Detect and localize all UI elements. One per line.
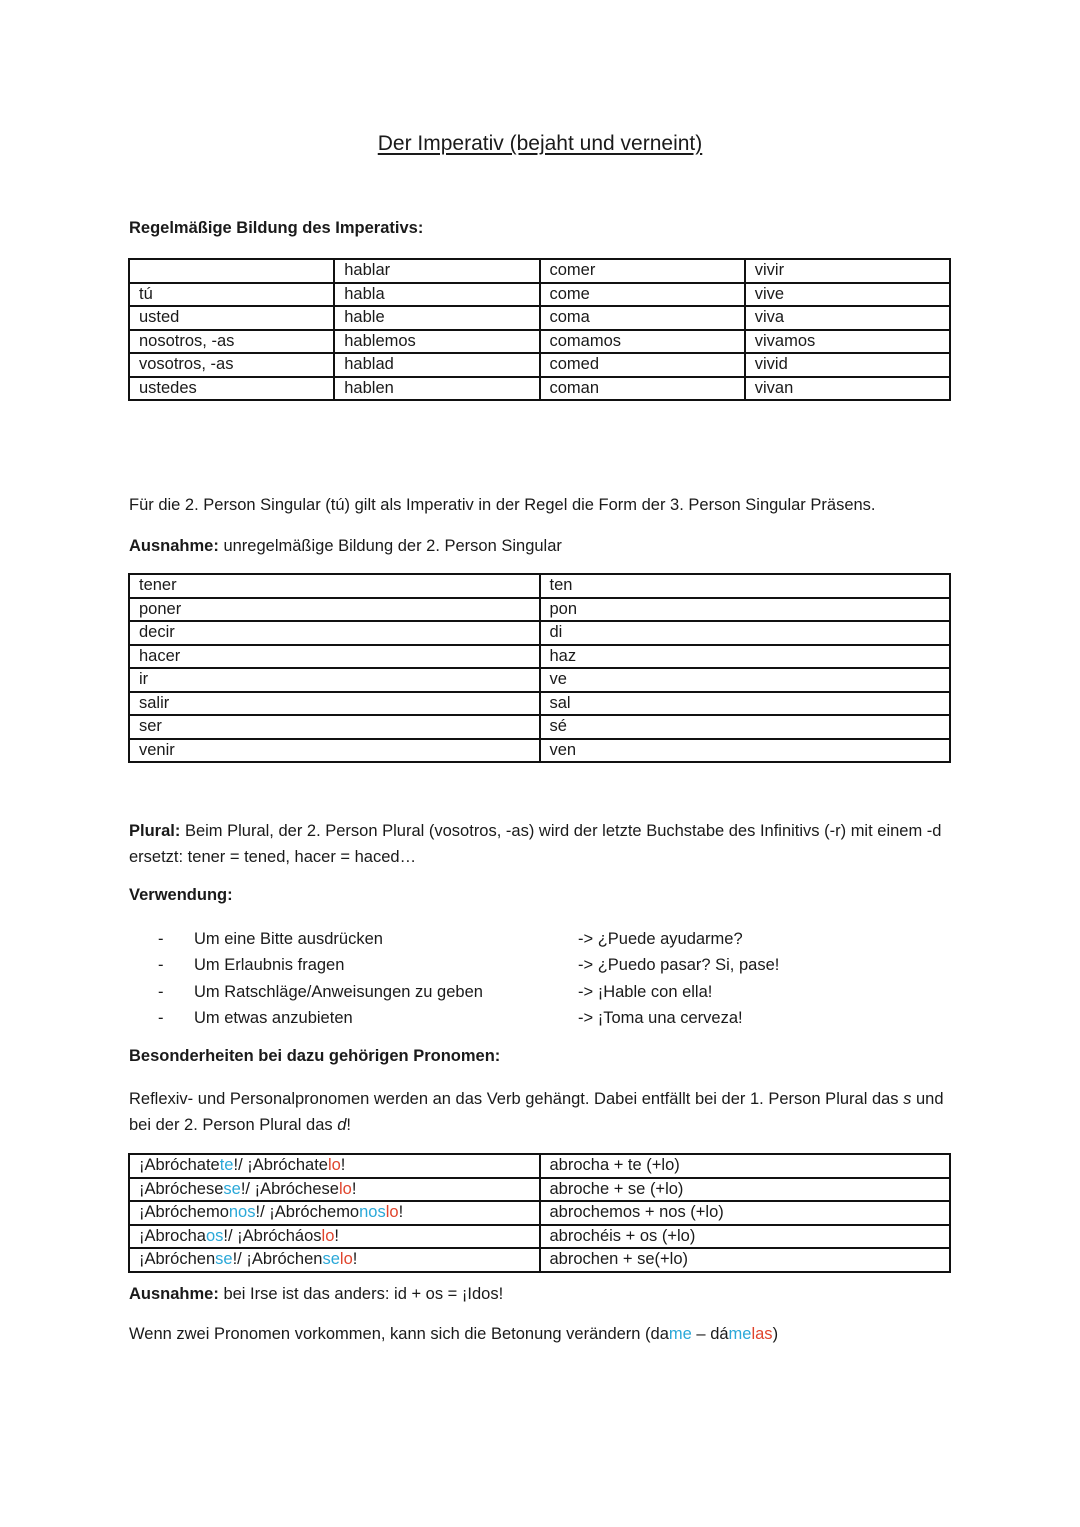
table-row [129,330,950,354]
page-title: Der Imperativ (bejaht und verneint) [377,132,703,155]
form-cell: viva [745,306,950,330]
verb-segment: ¡Abróchen [139,1250,216,1269]
table-row [129,283,950,307]
stress-pronoun-me: me [728,1325,752,1343]
plural-paragraph [129,818,959,870]
irse-exception-line [129,1281,959,1307]
person-cell: tú [129,283,334,307]
stress-text: – dá [691,1325,729,1343]
form-cell: coma [540,306,745,330]
pronoun-segment: se [215,1250,233,1269]
rule-text: Für die 2. Person Singular (tú) gilt als Imperativ in der Regel die Form der 3. Person Singular Präsens. [129,496,876,514]
stress-text: Wenn zwei Pronomen vorkommen, kann sich die Betonung verändern (da [129,1325,669,1343]
usage-text: Um eine Bitte ausdrücken [194,930,383,948]
infinitive-cell: venir [129,739,540,763]
form-cell: hable [334,306,539,330]
imperative-with-pronoun-cell [129,1201,540,1225]
header-cell: comer [540,259,745,283]
usage-text: Um Ratschläge/Anweisungen zu geben [194,982,483,1001]
table-row [129,353,950,377]
usage-example: -> ¿Puede ayudarme? [578,930,743,948]
pronoun-segment: se [223,1179,241,1198]
table-row [129,739,950,763]
pronoun-segment: nos [359,1203,386,1222]
infinitive-cell: ser [129,715,540,739]
verb-segment: !/ ¡Abróchate [233,1156,328,1175]
person-cell: usted [129,306,334,330]
person-cell: nosotros, -as [129,330,334,354]
infinitive-cell: decir [129,621,540,645]
verb-segment: !/ ¡Abróchen [232,1250,323,1269]
pronouns-intro-d: d [337,1116,347,1134]
composition-cell: abrochen + se(+lo) [540,1248,951,1272]
pronouns-intro [129,1086,959,1138]
verb-segment: ! [334,1226,339,1245]
table-row [129,377,950,401]
usage-heading: Verwendung: [129,886,233,904]
usage-text: Um Erlaubnis fragen [194,956,345,975]
usage-example: -> ¡Toma una cerveza! [578,1008,743,1027]
stress-note [129,1321,959,1347]
list-bullet: - [158,1008,164,1027]
usage-example: -> ¡Hable con ella! [578,982,713,1001]
infinitive-cell: ir [129,668,540,692]
table-row [129,1178,950,1202]
verb-segment: !/ ¡Abróchemo [255,1203,360,1222]
pronouns-intro-part: und bei der 2. Person Plural das [129,1090,944,1134]
pronoun-attachment-table [128,1153,951,1273]
pronoun-segment: lo [385,1203,399,1222]
person-cell: ustedes [129,377,334,401]
imperative-cell: haz [540,645,951,669]
pronoun-segment: lo [339,1250,353,1269]
regular-heading: Regelmäßige Bildung des Imperativs: [129,219,424,237]
infinitive-cell: salir [129,692,540,716]
composition-cell: abrocha + te (+lo) [540,1154,951,1178]
table-row [129,715,950,739]
form-cell: vivan [745,377,950,401]
verb-segment: ¡Abróchate [139,1156,220,1175]
form-cell: vive [745,283,950,307]
imperative-cell: sal [540,692,951,716]
imperative-cell: ven [540,739,951,763]
form-cell: comamos [540,330,745,354]
pronoun-segment: lo [321,1226,335,1245]
list-bullet: - [158,930,164,948]
form-cell: hablemos [334,330,539,354]
verb-segment: ! [351,1179,357,1198]
irse-label: Ausnahme: [129,1285,219,1303]
table-row [129,1201,950,1225]
list-item [158,952,958,978]
table-row [129,1248,950,1272]
imperative-cell: di [540,621,951,645]
irse-text: bei Irse ist das anders: id + os = ¡Idos! [218,1285,504,1303]
verb-segment: ¡Abróchese [139,1179,224,1198]
verb-segment: ¡Abrocha [139,1226,206,1245]
regular-conjugation-table [128,258,951,401]
table-row [129,621,950,645]
imperative-with-pronoun-cell [129,1225,540,1249]
form-cell: vivamos [745,330,950,354]
imperative-cell: sé [540,715,951,739]
infinitive-cell: hacer [129,645,540,669]
stress-text: ) [772,1325,779,1343]
composition-cell: abrochéis + os (+lo) [540,1225,951,1249]
pronouns-heading: Besonderheiten bei dazu gehörigen Pronomen: [129,1047,501,1065]
form-cell: vivid [745,353,950,377]
infinitive-cell: poner [129,598,540,622]
table-row [129,306,950,330]
verb-segment: ! [352,1250,358,1269]
exception-line [129,533,959,559]
list-item [158,1005,958,1031]
imperative-cell: pon [540,598,951,622]
composition-cell: abrochemos + nos (+lo) [540,1201,951,1225]
usage-example: -> ¿Puedo pasar? Si, pase! [578,956,780,975]
header-cell: vivir [745,259,950,283]
table-row [129,1154,950,1178]
list-item [158,926,958,952]
imperative-with-pronoun-cell [129,1248,540,1272]
table-header-row [129,259,950,283]
verb-segment: ! [340,1156,346,1175]
exception-label: Ausnahme: [129,537,219,555]
header-cell: hablar [334,259,539,283]
plural-label: Plural: [129,822,181,840]
pronoun-segment: nos [228,1203,256,1222]
table-row [129,598,950,622]
list-bullet: - [158,956,164,975]
imperative-with-pronoun-cell [129,1154,540,1178]
irregular-forms-table [128,573,951,763]
list-bullet: - [158,982,164,1001]
pronoun-segment: os [205,1226,224,1245]
table-row [129,668,950,692]
form-cell: hablen [334,377,539,401]
form-cell: hablad [334,353,539,377]
pronoun-segment: se [322,1250,340,1269]
verb-segment: !/ ¡Abróchese [240,1179,339,1198]
verb-segment: !/ ¡Abrócháos [223,1226,322,1245]
table-row [129,1225,950,1249]
pronouns-intro-part: ! [346,1116,351,1134]
usage-list [158,926,958,1031]
imperative-cell: ve [540,668,951,692]
composition-cell: abroche + se (+lo) [540,1178,951,1202]
form-cell: comed [540,353,745,377]
form-cell: come [540,283,745,307]
verb-segment: ! [398,1203,404,1222]
usage-text: Um etwas anzubieten [194,1008,353,1027]
stress-pronoun-las: las [751,1325,773,1343]
imperative-cell: ten [540,574,951,598]
pronouns-intro-part: Reflexiv- und Personalpronomen werden an das Verb gehängt. Dabei entfällt bei der 1. Person Plural das [129,1090,904,1108]
table-row [129,692,950,716]
pronoun-segment: te [219,1156,234,1175]
table-row [129,574,950,598]
list-item [158,979,958,1005]
table-row [129,645,950,669]
imperative-with-pronoun-cell [129,1178,540,1202]
exception-text: unregelmäßige Bildung der 2. Person Singular [218,537,562,555]
person-cell: vosotros, -as [129,353,334,377]
pronoun-segment: lo [327,1156,341,1175]
stress-pronoun-me: me [668,1325,692,1343]
form-cell: coman [540,377,745,401]
pronoun-segment: lo [338,1179,352,1198]
pronouns-intro-s: s [903,1090,912,1108]
plural-text: Beim Plural, der 2. Person Plural (vosotros, -as) wird der letzte Buchstabe des Infinitivs (-r) mit einem -d ersetzt: tener = tened, hacer = haced… [129,822,942,866]
header-cell [129,259,334,283]
verb-segment: ¡Abróchemo [139,1203,229,1222]
infinitive-cell: tener [129,574,540,598]
form-cell: habla [334,283,539,307]
